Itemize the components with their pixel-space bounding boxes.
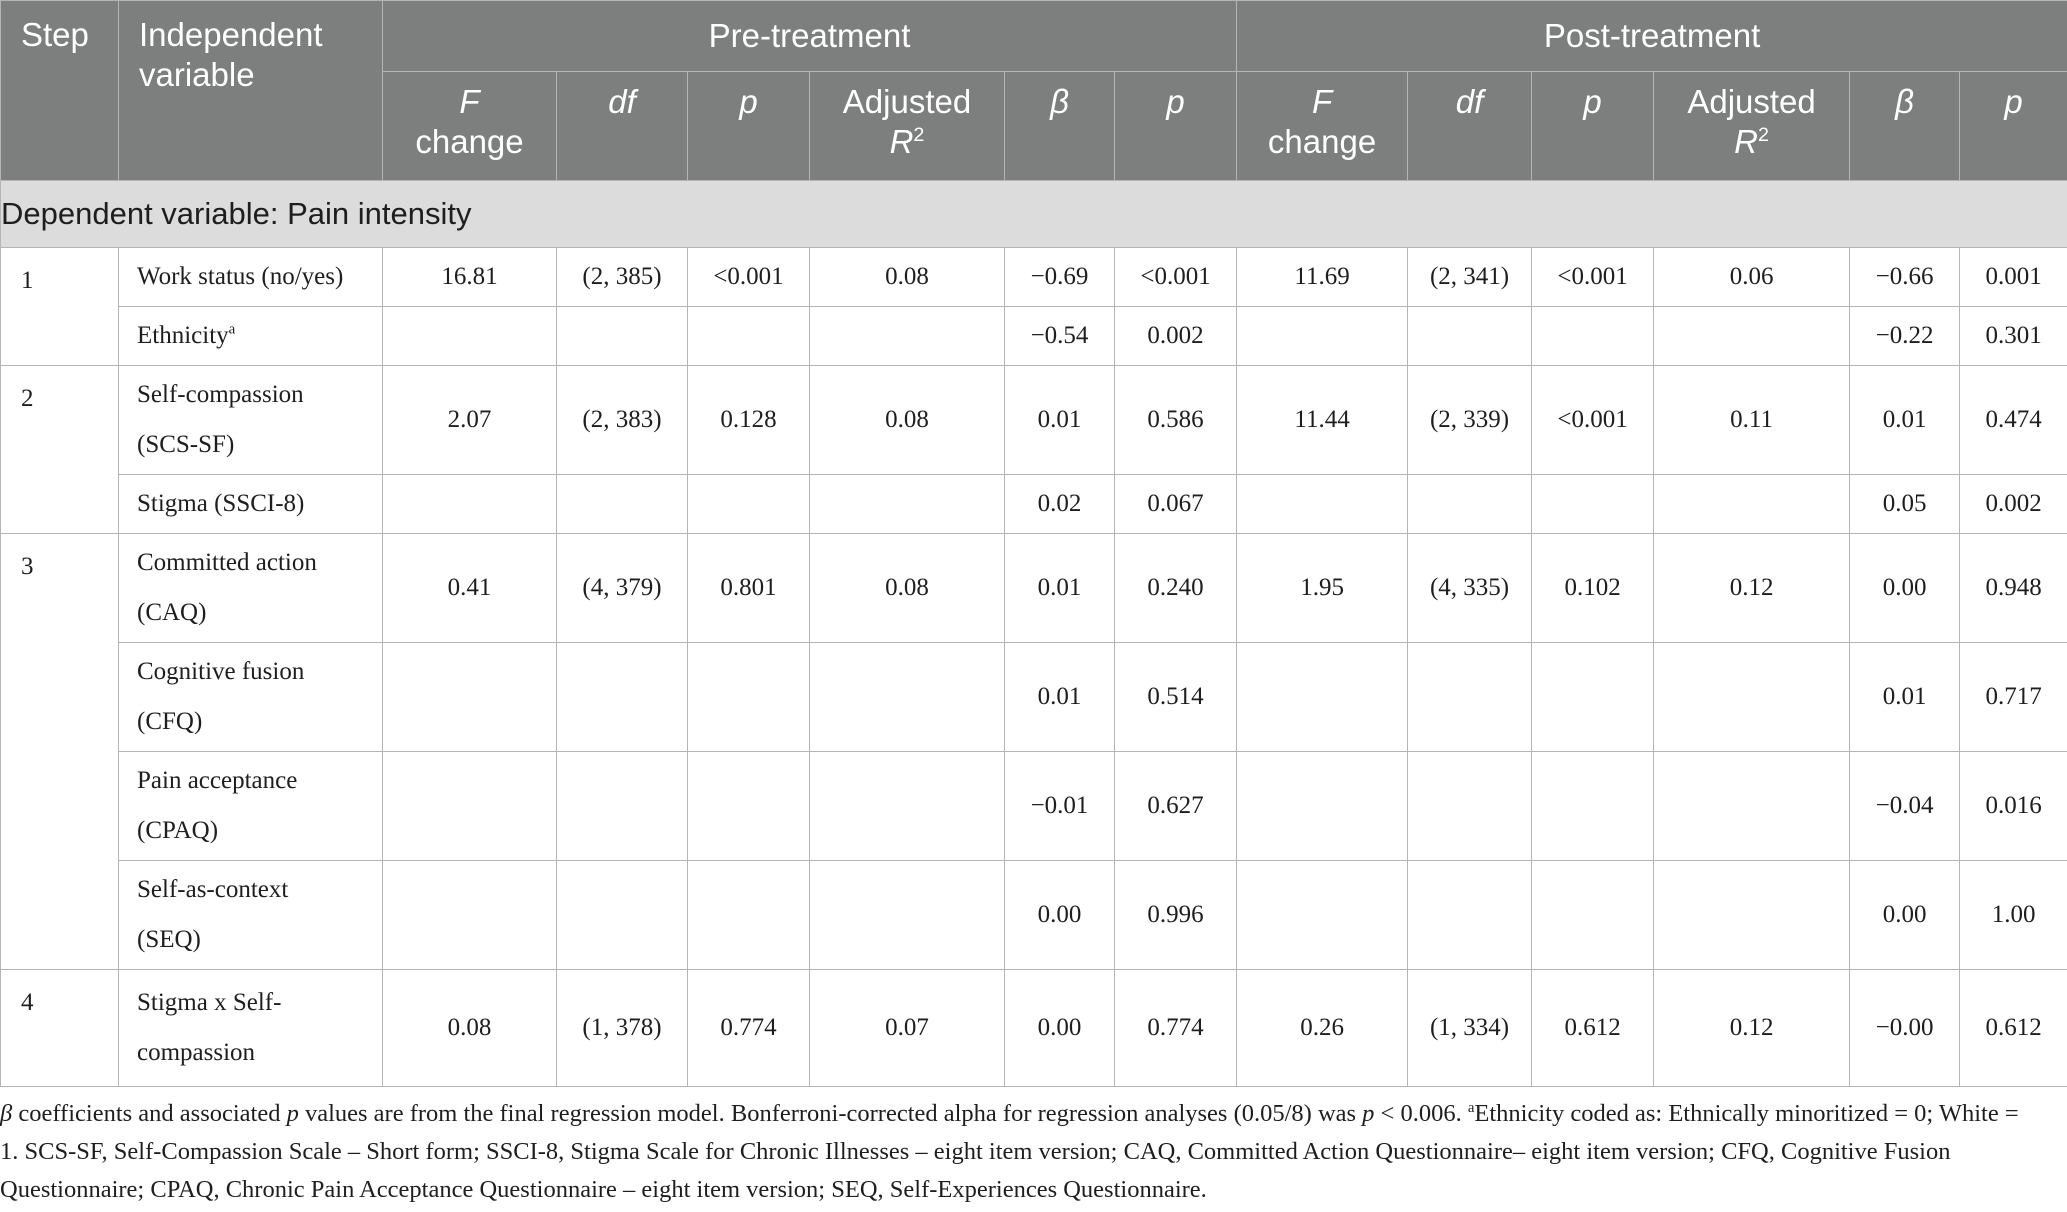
- table-row: [1, 366, 2067, 475]
- independent-variable-cell: Work status (no/yes): [119, 248, 383, 307]
- table-row: [1, 307, 2067, 366]
- pre-value-cell: 0.801: [688, 534, 810, 643]
- pre-value-cell: 0.01: [1005, 643, 1115, 752]
- post-value-cell: 0.948: [1960, 534, 2067, 643]
- post-value-cell: (2, 341): [1408, 248, 1532, 307]
- footnote-text-3: < 0.006.: [1374, 1100, 1468, 1127]
- pre-value-cell: 0.00: [1005, 861, 1115, 970]
- section-dependent-variable: Dependent variable: Pain intensity: [1, 181, 2067, 248]
- post-value-cell: [1237, 307, 1408, 366]
- post-value-cell: [1408, 307, 1532, 366]
- post-value-cell: [1237, 861, 1408, 970]
- header-pre-f-change: F change: [383, 72, 557, 181]
- footnote-text-2: values are from the final regression model. Bonferroni-corrected alpha for regression analyses (0.05/8) was: [298, 1100, 1363, 1127]
- table-row: [1, 248, 2067, 307]
- header-post-beta: β: [1850, 72, 1960, 181]
- pre-value-cell: [688, 643, 810, 752]
- post-value-cell: [1654, 752, 1850, 861]
- pre-value-cell: [383, 752, 557, 861]
- pre-value-cell: 0.01: [1005, 534, 1115, 643]
- post-value-cell: (4, 335): [1408, 534, 1532, 643]
- post-value-cell: 0.001: [1960, 248, 2067, 307]
- pre-value-cell: [810, 475, 1005, 534]
- pre-value-cell: (2, 383): [557, 366, 688, 475]
- table-row: [1, 861, 2067, 970]
- post-value-cell: 0.12: [1654, 534, 1850, 643]
- post-value-cell: 0.05: [1850, 475, 1960, 534]
- pre-value-cell: [557, 752, 688, 861]
- header-pre-treatment: Pre-treatment: [383, 1, 1237, 72]
- pre-value-cell: −0.54: [1005, 307, 1115, 366]
- post-value-cell: [1237, 643, 1408, 752]
- post-value-cell: [1408, 643, 1532, 752]
- header-post-f-change: F change: [1237, 72, 1408, 181]
- pre-value-cell: [557, 475, 688, 534]
- step-number: 3: [1, 534, 119, 970]
- header-independent-variable: Independent variable: [119, 1, 383, 181]
- post-value-cell: [1654, 475, 1850, 534]
- post-value-cell: −0.66: [1850, 248, 1960, 307]
- post-value-cell: [1408, 475, 1532, 534]
- post-value-cell: 0.002: [1960, 475, 2067, 534]
- post-value-cell: 11.69: [1237, 248, 1408, 307]
- post-value-cell: [1654, 861, 1850, 970]
- pre-value-cell: [383, 475, 557, 534]
- pre-value-cell: [383, 643, 557, 752]
- pre-value-cell: 0.02: [1005, 475, 1115, 534]
- post-value-cell: 0.612: [1532, 970, 1654, 1087]
- table-row: [1, 643, 2067, 752]
- table-row: [1, 475, 2067, 534]
- pre-value-cell: <0.001: [688, 248, 810, 307]
- pre-value-cell: [383, 861, 557, 970]
- pre-value-cell: [810, 752, 1005, 861]
- independent-variable-cell: Committed action (CAQ): [119, 534, 383, 643]
- header-post-p: p: [1532, 72, 1654, 181]
- independent-variable-cell: Stigma x Self-compassion: [119, 970, 383, 1087]
- post-value-cell: <0.001: [1532, 366, 1654, 475]
- post-value-cell: [1237, 475, 1408, 534]
- pre-value-cell: 0.01: [1005, 366, 1115, 475]
- pre-value-cell: 0.08: [810, 366, 1005, 475]
- step-number: 4: [1, 970, 119, 1087]
- pre-value-cell: [810, 861, 1005, 970]
- post-value-cell: [1408, 752, 1532, 861]
- post-value-cell: 0.01: [1850, 643, 1960, 752]
- footnote-p2: p: [1362, 1100, 1375, 1127]
- post-value-cell: 11.44: [1237, 366, 1408, 475]
- pre-value-cell: [557, 307, 688, 366]
- pre-value-cell: 0.586: [1115, 366, 1237, 475]
- step-number: 1: [1, 248, 119, 366]
- independent-variable-cell: Self-as-context (SEQ): [119, 861, 383, 970]
- post-value-cell: [1532, 307, 1654, 366]
- independent-variable-cell: Cognitive fusion (CFQ): [119, 643, 383, 752]
- pre-value-cell: 0.996: [1115, 861, 1237, 970]
- pre-value-cell: 0.774: [1115, 970, 1237, 1087]
- post-value-cell: [1532, 643, 1654, 752]
- pre-value-cell: [383, 307, 557, 366]
- pre-value-cell: 0.00: [1005, 970, 1115, 1087]
- pre-value-cell: 0.08: [810, 534, 1005, 643]
- footnote-beta: β: [0, 1100, 13, 1127]
- pre-value-cell: [810, 643, 1005, 752]
- post-value-cell: [1532, 475, 1654, 534]
- footnote-superscript-a: a: [1467, 1099, 1475, 1116]
- pre-value-cell: 2.07: [383, 366, 557, 475]
- pre-value-cell: 0.002: [1115, 307, 1237, 366]
- independent-variable-cell: Ethnicity$^a$: [119, 307, 383, 366]
- pre-value-cell: [557, 861, 688, 970]
- table-row: [1, 534, 2067, 643]
- header-step: Step: [1, 1, 119, 181]
- post-value-cell: 0.26: [1237, 970, 1408, 1087]
- post-value-cell: 0.01: [1850, 366, 1960, 475]
- pre-value-cell: [688, 752, 810, 861]
- pre-value-cell: 16.81: [383, 248, 557, 307]
- pre-value-cell: 0.128: [688, 366, 810, 475]
- pre-value-cell: (1, 378): [557, 970, 688, 1087]
- pre-value-cell: <0.001: [1115, 248, 1237, 307]
- pre-value-cell: [810, 307, 1005, 366]
- pre-value-cell: [557, 643, 688, 752]
- post-value-cell: [1237, 752, 1408, 861]
- post-value-cell: <0.001: [1532, 248, 1654, 307]
- post-value-cell: [1408, 861, 1532, 970]
- footnote-text-1: coefficients and associated: [12, 1100, 287, 1127]
- post-value-cell: 0.00: [1850, 534, 1960, 643]
- pre-value-cell: 0.07: [810, 970, 1005, 1087]
- table-row: [1, 970, 2067, 1087]
- footnote-p: p: [286, 1100, 299, 1127]
- post-value-cell: 0.474: [1960, 366, 2067, 475]
- pre-value-cell: 0.41: [383, 534, 557, 643]
- footnote-text-4: Ethnicity coded as: Ethnically minoritized = 0; White = 1. SCS-SF, Self-Compassion Scale – Short form; SSCI-8, Stigma Scale for Chronic Illnesses – eight item version; CAQ, Committed Action Questionnaire– eight item version; CFQ, Cognitive Fusion Questionnaire; CPAQ, Chronic Pain Acceptance Questionnaire – eight item version; SEQ, Self-Experiences Questionnaire.: [0, 1100, 2019, 1203]
- pre-value-cell: 0.067: [1115, 475, 1237, 534]
- step-number: 2: [1, 366, 119, 534]
- post-value-cell: 0.016: [1960, 752, 2067, 861]
- post-value-cell: −0.00: [1850, 970, 1960, 1087]
- post-value-cell: 0.102: [1532, 534, 1654, 643]
- post-value-cell: [1654, 643, 1850, 752]
- post-value-cell: (1, 334): [1408, 970, 1532, 1087]
- header-post-treatment: Post-treatment: [1237, 1, 2067, 72]
- post-value-cell: [1532, 752, 1654, 861]
- pre-value-cell: −0.01: [1005, 752, 1115, 861]
- pre-value-cell: 0.240: [1115, 534, 1237, 643]
- header-pre-df: df: [557, 72, 688, 181]
- header-post-df: df: [1408, 72, 1532, 181]
- header-post-p-beta: p: [1960, 72, 2067, 181]
- pre-value-cell: −0.69: [1005, 248, 1115, 307]
- post-value-cell: 0.11: [1654, 366, 1850, 475]
- header-pre-p: p: [688, 72, 810, 181]
- post-value-cell: 0.06: [1654, 248, 1850, 307]
- table-footnote: [0, 1095, 2040, 1209]
- post-value-cell: −0.04: [1850, 752, 1960, 861]
- pre-value-cell: [688, 475, 810, 534]
- table-row: [1, 752, 2067, 861]
- post-value-cell: (2, 339): [1408, 366, 1532, 475]
- header-pre-adjusted-r2: Adjusted $R^2$: [810, 72, 1005, 181]
- pre-value-cell: 0.774: [688, 970, 810, 1087]
- pre-value-cell: 0.627: [1115, 752, 1237, 861]
- pre-value-cell: 0.514: [1115, 643, 1237, 752]
- post-value-cell: [1532, 861, 1654, 970]
- independent-variable-cell: Pain acceptance (CPAQ): [119, 752, 383, 861]
- post-value-cell: [1654, 307, 1850, 366]
- post-value-cell: 0.612: [1960, 970, 2067, 1087]
- pre-value-cell: [688, 861, 810, 970]
- independent-variable-cell: Self-compassion (SCS-SF): [119, 366, 383, 475]
- header-pre-p-beta: p: [1115, 72, 1237, 181]
- post-value-cell: 1.95: [1237, 534, 1408, 643]
- pre-value-cell: 0.08: [383, 970, 557, 1087]
- post-value-cell: −0.22: [1850, 307, 1960, 366]
- pre-value-cell: (4, 379): [557, 534, 688, 643]
- post-value-cell: 1.00: [1960, 861, 2067, 970]
- header-post-adjusted-r2: Adjusted $R^2$: [1654, 72, 1850, 181]
- post-value-cell: 0.12: [1654, 970, 1850, 1087]
- post-value-cell: 0.301: [1960, 307, 2067, 366]
- post-value-cell: 0.717: [1960, 643, 2067, 752]
- header-pre-beta: β: [1005, 72, 1115, 181]
- pre-value-cell: [688, 307, 810, 366]
- independent-variable-cell: Stigma (SSCI-8): [119, 475, 383, 534]
- pre-value-cell: 0.08: [810, 248, 1005, 307]
- post-value-cell: 0.00: [1850, 861, 1960, 970]
- pre-value-cell: (2, 385): [557, 248, 688, 307]
